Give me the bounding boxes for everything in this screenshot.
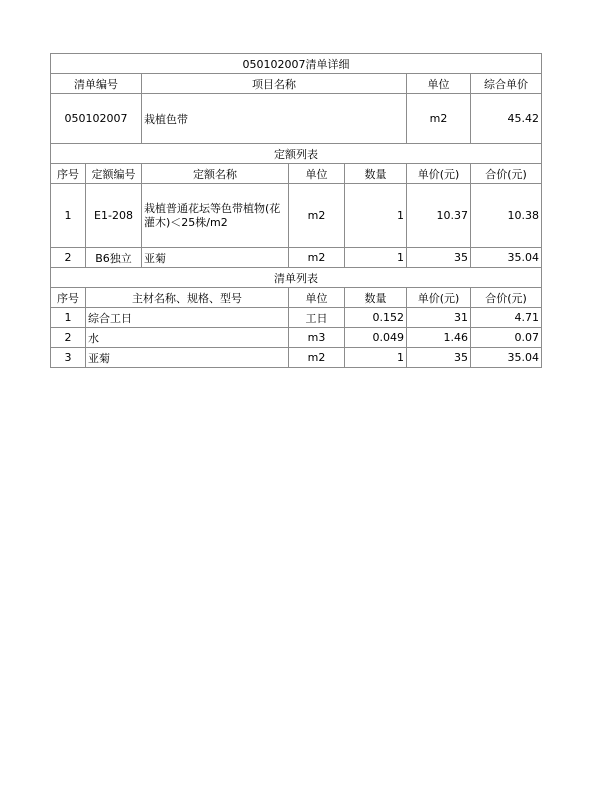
- material-seq: 1: [51, 308, 86, 328]
- quota-code: E1-208: [86, 184, 142, 248]
- quota-price: 10.37: [407, 184, 471, 248]
- quota-code: B6独立: [86, 248, 142, 268]
- material-header-row: [51, 288, 542, 308]
- table-title: 050102007清单详细: [51, 54, 542, 74]
- quota-row: [51, 248, 542, 268]
- quota-total-header: 合价(元): [471, 164, 542, 184]
- bill-unit: m2: [407, 94, 471, 144]
- material-total: 35.04: [471, 348, 542, 368]
- material-unit: 工日: [289, 308, 345, 328]
- material-qty-header: 数量: [345, 288, 407, 308]
- bill-row: [51, 94, 542, 144]
- bill-price: 45.42: [471, 94, 542, 144]
- material-unit: m2: [289, 348, 345, 368]
- bill-code-header: 清单编号: [51, 74, 142, 94]
- material-unit: m3: [289, 328, 345, 348]
- bill-name: 栽植色带: [142, 94, 407, 144]
- quota-seq: 1: [51, 184, 86, 248]
- quota-unit: m2: [289, 184, 345, 248]
- bill-code: 050102007: [51, 94, 142, 144]
- material-total: 4.71: [471, 308, 542, 328]
- quota-price: 35: [407, 248, 471, 268]
- quota-unit-header: 单位: [289, 164, 345, 184]
- quota-name: 亚菊: [142, 248, 289, 268]
- material-name: 水: [86, 328, 289, 348]
- quota-name-header: 定额名称: [142, 164, 289, 184]
- material-row: [51, 308, 542, 328]
- material-seq: 3: [51, 348, 86, 368]
- quota-section-title: 定额列表: [51, 144, 542, 164]
- quota-seq: 2: [51, 248, 86, 268]
- quota-unit: m2: [289, 248, 345, 268]
- quota-qty: 1: [345, 184, 407, 248]
- material-seq-header: 序号: [51, 288, 86, 308]
- quota-header-row: [51, 164, 542, 184]
- quota-seq-header: 序号: [51, 164, 86, 184]
- material-seq: 2: [51, 328, 86, 348]
- material-name: 亚菊: [86, 348, 289, 368]
- quota-total: 10.38: [471, 184, 542, 248]
- quota-qty: 1: [345, 248, 407, 268]
- material-total-header: 合价(元): [471, 288, 542, 308]
- material-row: [51, 348, 542, 368]
- material-unit-header: 单位: [289, 288, 345, 308]
- material-name-header: 主材名称、规格、型号: [86, 288, 289, 308]
- quota-row: [51, 184, 542, 248]
- bill-name-header: 项目名称: [142, 74, 407, 94]
- material-qty: 1: [345, 348, 407, 368]
- material-row: [51, 328, 542, 348]
- bill-price-header: 综合单价: [471, 74, 542, 94]
- quota-qty-header: 数量: [345, 164, 407, 184]
- material-price-header: 单价(元): [407, 288, 471, 308]
- bill-detail-table: [50, 53, 542, 368]
- material-total: 0.07: [471, 328, 542, 348]
- bill-header-row: [51, 74, 542, 94]
- material-price: 31: [407, 308, 471, 328]
- quota-code-header: 定额编号: [86, 164, 142, 184]
- material-qty: 0.152: [345, 308, 407, 328]
- material-price: 35: [407, 348, 471, 368]
- material-qty: 0.049: [345, 328, 407, 348]
- quota-total: 35.04: [471, 248, 542, 268]
- material-price: 1.46: [407, 328, 471, 348]
- quota-price-header: 单价(元): [407, 164, 471, 184]
- material-section-title: 清单列表: [51, 268, 542, 288]
- bill-unit-header: 单位: [407, 74, 471, 94]
- material-name: 综合工日: [86, 308, 289, 328]
- quota-name: 栽植普通花坛等色带植物(花灌木)＜25株/m2: [142, 184, 289, 248]
